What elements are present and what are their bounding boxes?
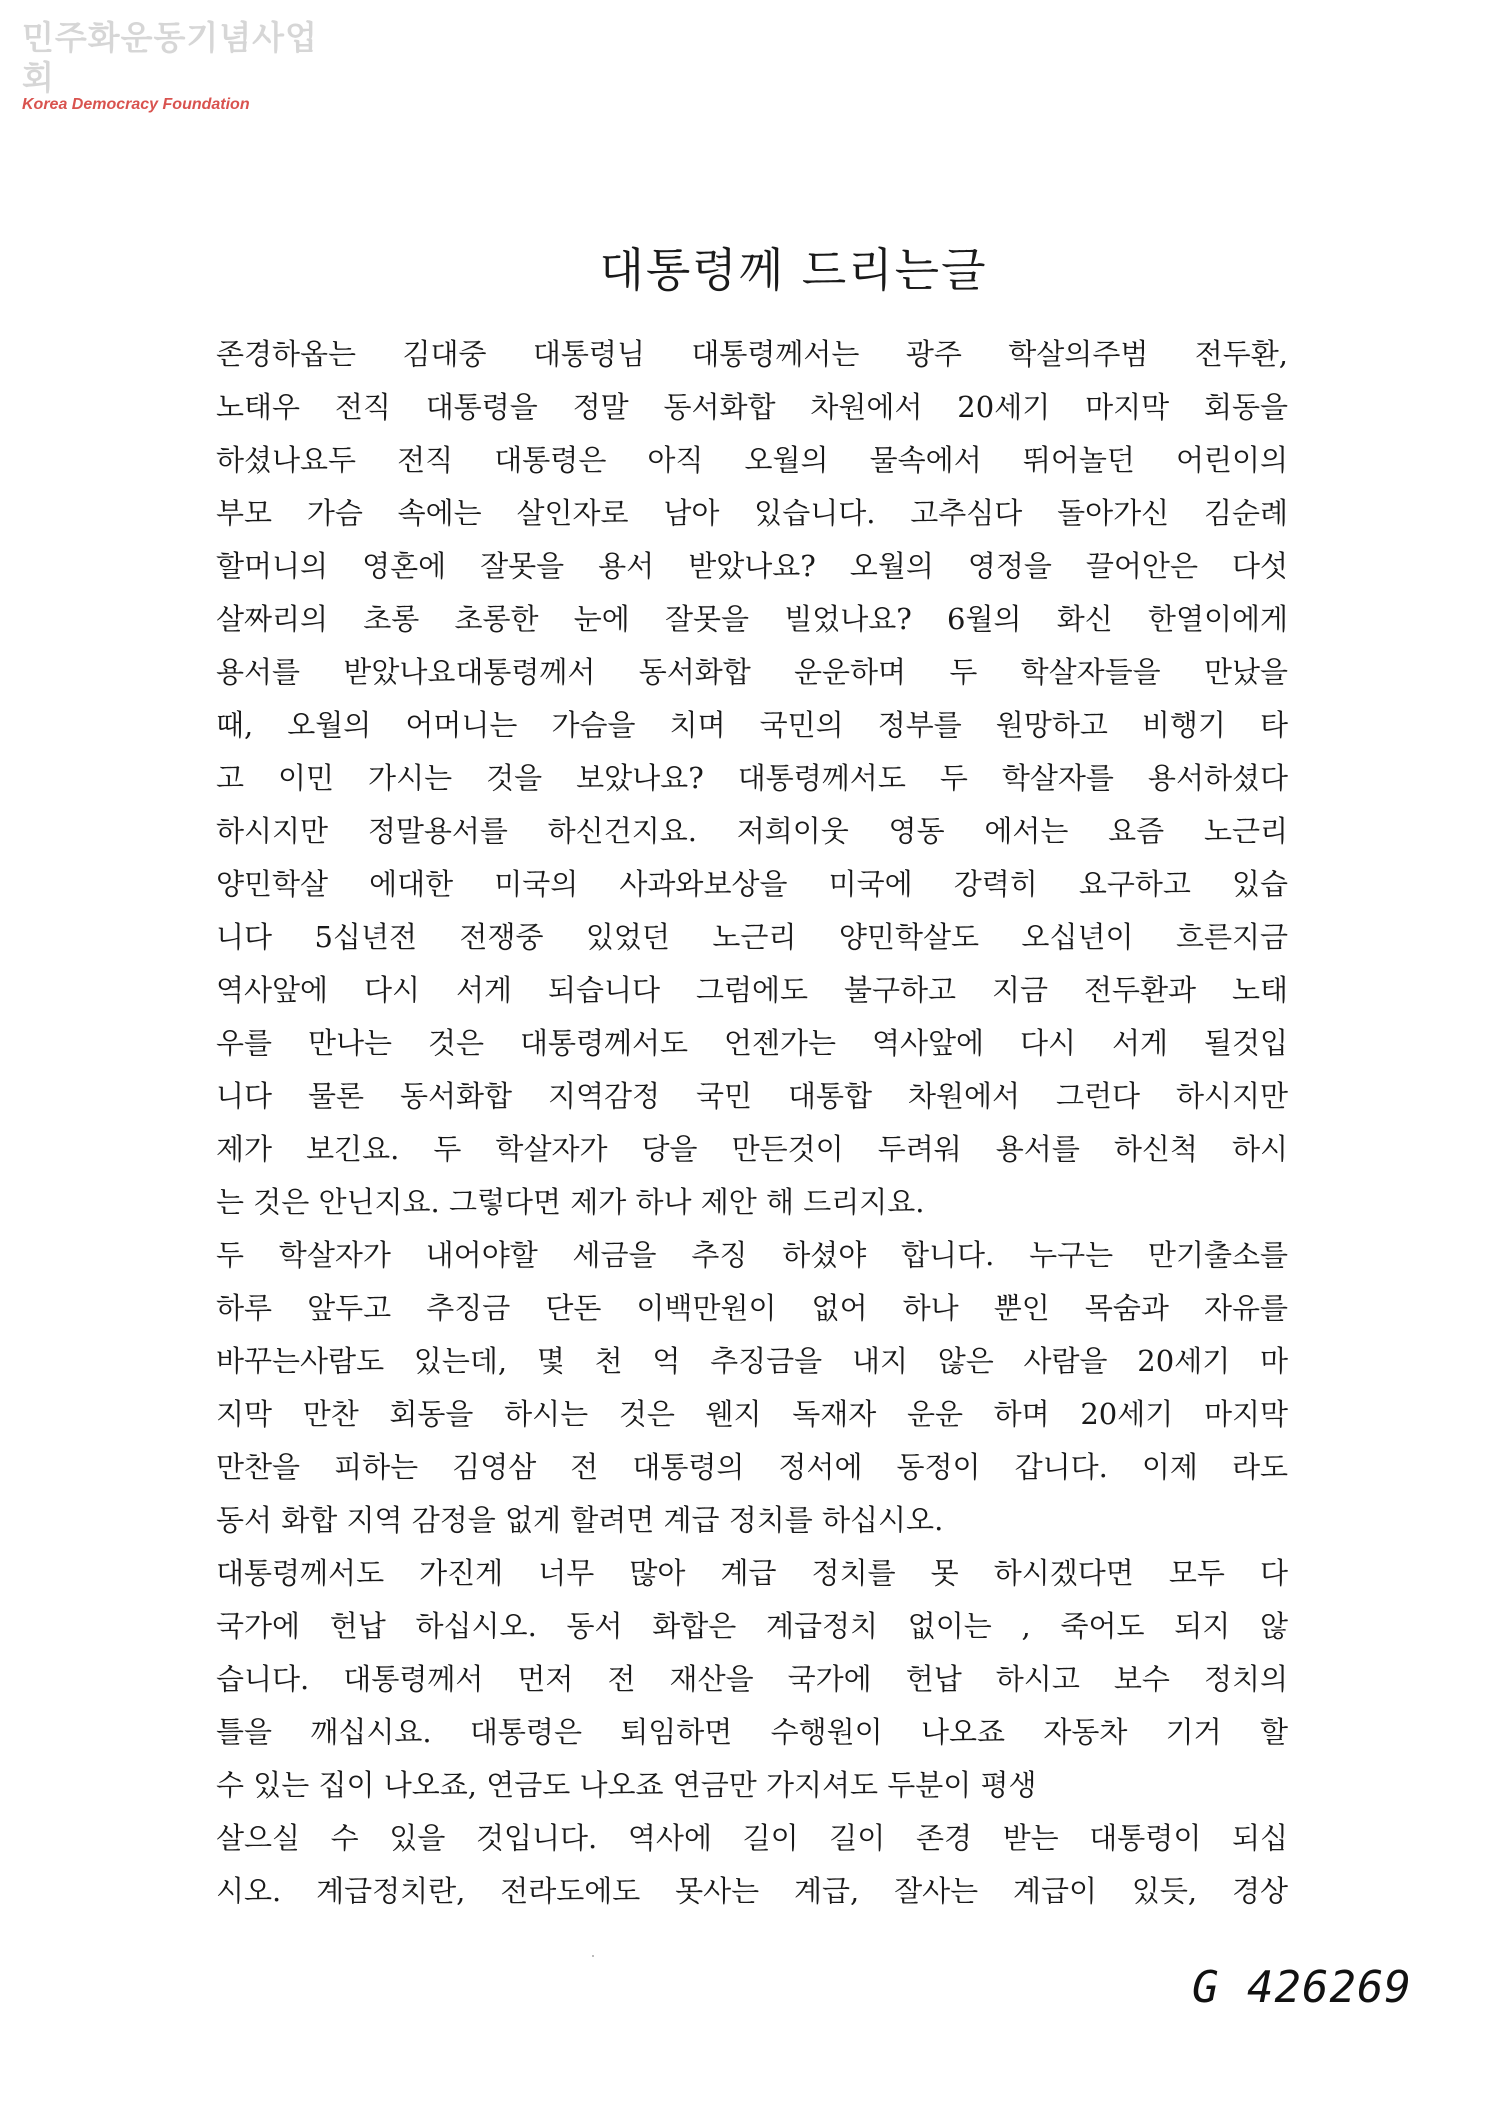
body-line: 고 이민 가시는 것을 보았나요? 대통령께서도 두 학살자를 용서하셨다 <box>216 761 1288 795</box>
body-line: 제가 보긴요. 두 학살자가 당을 만든것이 두려워 용서를 하신척 하시 <box>216 1132 1288 1166</box>
foundation-watermark <box>22 18 322 114</box>
body-line: 지막 만찬 회동을 하시는 것은 웬지 독재자 운운 하며 20세기 마지막 <box>216 1397 1288 1431</box>
body-line: 우를 만나는 것은 대통령께서도 언젠가는 역사앞에 다시 서게 될것입 <box>216 1026 1288 1060</box>
document-number-stamp: G 426269 <box>1192 1962 1412 2013</box>
body-line: 국가에 헌납 하십시오. 동서 화합은 계급정치 없이는 , 죽어도 되지 않 <box>216 1609 1288 1643</box>
letter-body <box>216 328 1288 1918</box>
body-line: 할머니의 영혼에 잘못을 용서 받았나요? 오월의 영정을 끌어안은 다섯 <box>216 549 1288 583</box>
body-line: 대통령께서도 가진게 너무 많아 계급 정치를 못 하시겠다면 모두 다 <box>216 1556 1288 1590</box>
scan-speck <box>592 1955 594 1957</box>
body-line: 습니다. 대통령께서 먼저 전 재산을 국가에 헌납 하시고 보수 정치의 <box>216 1662 1288 1696</box>
body-line: 하루 앞두고 추징금 단돈 이백만원이 없어 하나 뿐인 목숨과 자유를 <box>216 1291 1288 1325</box>
body-line: 살으실 수 있을 것입니다. 역사에 길이 길이 존경 받는 대통령이 되십 <box>216 1821 1288 1855</box>
body-line: 양민학살 에대한 미국의 사과와보상을 미국에 강력히 요구하고 있습 <box>216 867 1288 901</box>
body-line: 두 학살자가 내어야할 세금을 추징 하셨야 합니다. 누구는 만기출소를 <box>216 1238 1288 1272</box>
watermark-korean: 민주화운동기념사업회 <box>22 18 318 97</box>
letter-title: 대통령께 드리는글 <box>599 243 988 297</box>
body-line: 부모 가슴 속에는 살인자로 남아 있습니다. 고추심다 돌아가신 김순례 <box>216 496 1288 530</box>
body-line: 노태우 전직 대통령을 정말 동서화합 차원에서 20세기 마지막 회동을 <box>216 390 1288 424</box>
body-line: 하시지만 정말용서를 하신건지요. 저희이웃 영동 에서는 요즘 노근리 <box>216 814 1288 848</box>
body-line: 역사앞에 다시 서게 되습니다 그럼에도 불구하고 지금 전두환과 노태 <box>216 973 1288 1007</box>
body-line: 동서 화합 지역 감정을 없게 할려면 계급 정치를 하십시오. <box>216 1503 944 1537</box>
body-line: 틀을 깨십시요. 대통령은 퇴임하면 수행원이 나오죠 자동차 기거 할 <box>216 1715 1288 1749</box>
body-line: 니다 5십년전 전쟁중 있었던 노근리 양민학살도 오십년이 흐른지금 <box>216 920 1288 954</box>
body-line: 때, 오월의 어머니는 가슴을 치며 국민의 정부를 원망하고 비행기 타 <box>216 708 1288 742</box>
body-line: 만찬을 피하는 김영삼 전 대통령의 정서에 동정이 갑니다. 이제 라도 <box>216 1450 1288 1484</box>
body-line: 는 것은 안닌지요. 그렇다면 제가 하나 제안 해 드리지요. <box>216 1185 925 1219</box>
watermark-english: Korea Democracy Foundation <box>22 96 250 113</box>
body-line: 시오. 계급정치란, 전라도에도 못사는 계급, 잘사는 계급이 있듯, 경상 <box>216 1874 1288 1908</box>
body-line: 니다 물론 동서화합 지역감정 국민 대통합 차원에서 그런다 하시지만 <box>216 1079 1288 1113</box>
body-line: 살짜리의 초롱 초롱한 눈에 잘못을 빌었나요? 6월의 화신 한열이에게 <box>216 602 1288 636</box>
body-line: 용서를 받았나요대통령께서 동서화합 운운하며 두 학살자들을 만났을 <box>216 655 1288 689</box>
body-line: 하셨나요두 전직 대통령은 아직 오월의 물속에서 뛰어놀던 어린이의 <box>216 443 1288 477</box>
body-line: 바꾸는사람도 있는데, 몇 천 억 추징금을 내지 않은 사람을 20세기 마 <box>216 1344 1288 1378</box>
body-line: 수 있는 집이 나오죠, 연금도 나오죠 연금만 가지셔도 두분이 평생 <box>216 1768 1037 1802</box>
body-line: 존경하옵는 김대중 대통령님 대통령께서는 광주 학살의주범 전두환, <box>216 337 1288 371</box>
